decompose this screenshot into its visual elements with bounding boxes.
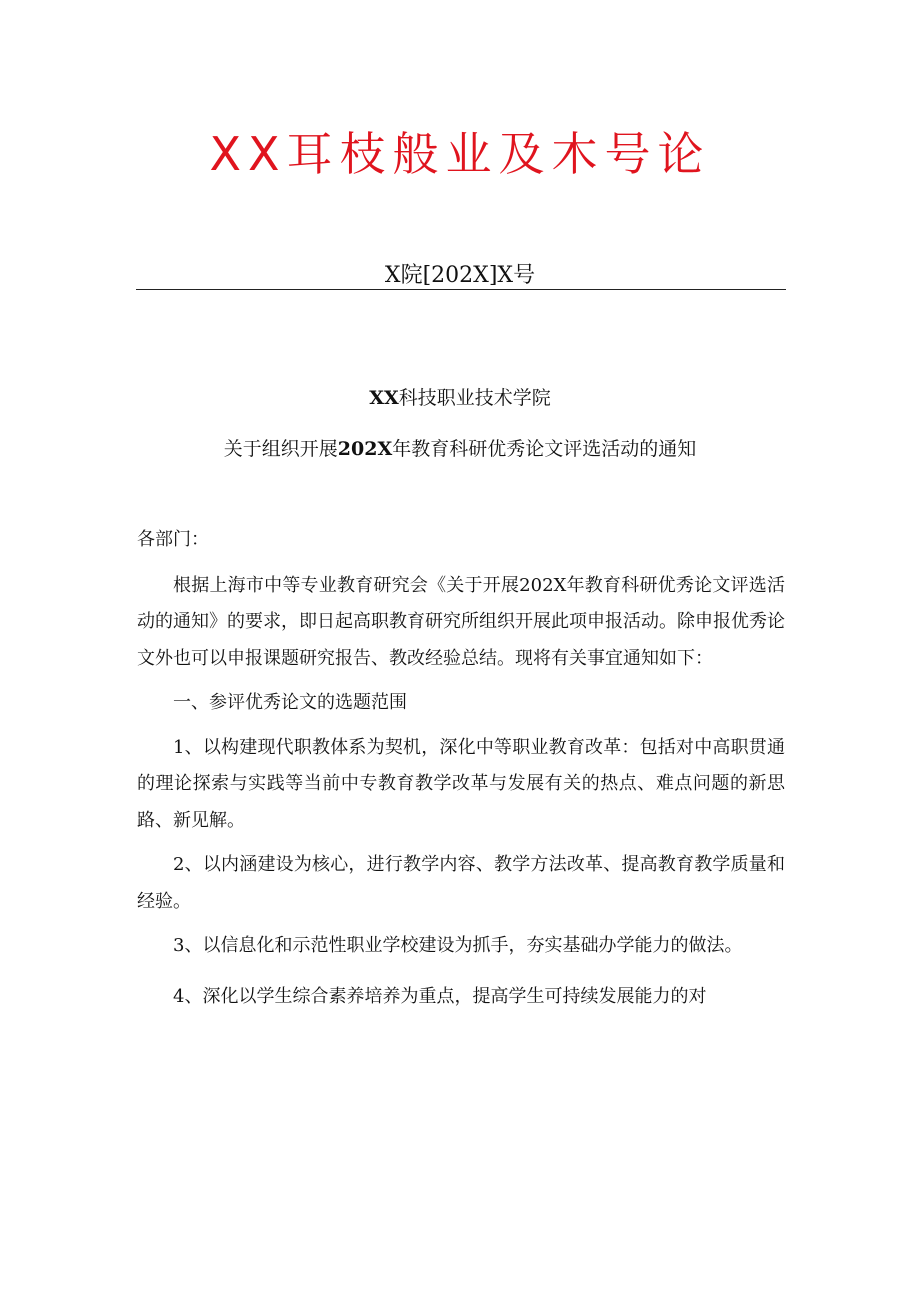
title-line1-bold: XX bbox=[369, 387, 399, 409]
title-line2-post: 年教育科研优秀论文评选活动的通知 bbox=[392, 438, 697, 460]
item-2: 2、以内涵建设为核心，进行教学内容、教学方法改革、提高教育教学质量和经验。 bbox=[137, 854, 785, 912]
title-line2-pre: 关于组织开展 bbox=[223, 438, 338, 460]
document-number: X院[202X]X号 bbox=[384, 263, 536, 288]
notice-body bbox=[137, 522, 785, 1015]
item-1: 1、以构建现代职教体系为契机，深化中等职业教育改革：包括对中高职贯通的理论探索与实践等当前中专教育教学改革与发展有关的热点、难点问题的新思路、新见解。 bbox=[137, 736, 785, 831]
title-line1-rest: 科技职业技术学院 bbox=[398, 387, 551, 409]
title-line2-bold: 202X bbox=[337, 438, 393, 460]
item-4: 4、深化以学生综合素养培养为重点，提高学生可持续发展能力的对 bbox=[173, 985, 707, 1007]
notice-title-line1 bbox=[0, 383, 920, 410]
notice-title-line2 bbox=[0, 434, 920, 461]
salutation: 各部门： bbox=[137, 529, 209, 550]
intro-paragraph: 根据上海市中等专业教育研究会《关于开展202X年教育科研优秀论文评选活动的通知》的要求，即日起高职教育研究所组织开展此项申报活动。除申报优秀论文外也可以申报课题研究报告、教改经验总结。现将有关事宜通知如下： bbox=[137, 574, 785, 669]
section1-heading: 一、参评优秀论文的选题范围 bbox=[173, 692, 407, 713]
masthead-title: XX耳枝般业及木号论 bbox=[209, 127, 711, 181]
header-divider bbox=[136, 289, 786, 290]
item-3: 3、以信息化和示范性职业学校建设为抓手，夯实基础办学能力的做法。 bbox=[173, 935, 743, 956]
